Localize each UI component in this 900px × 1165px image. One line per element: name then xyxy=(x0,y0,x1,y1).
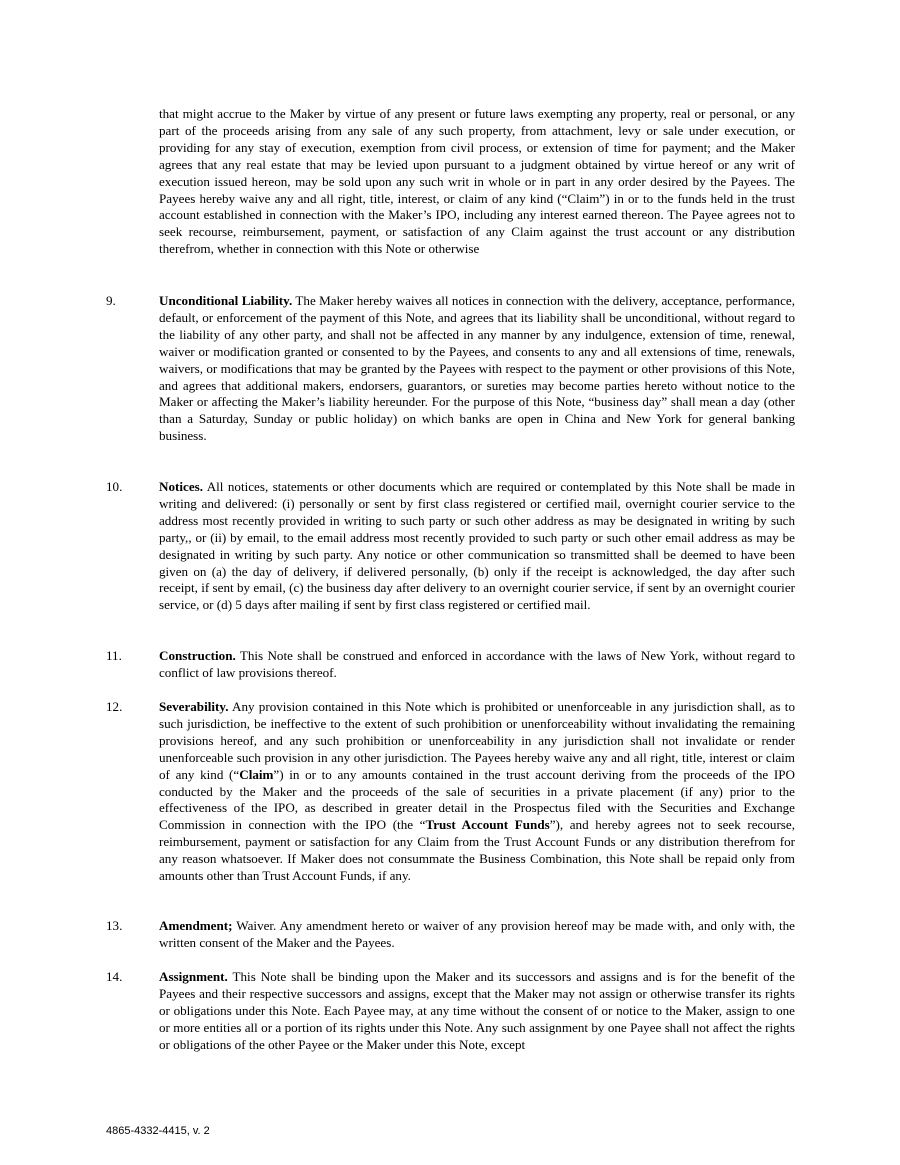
section-11-heading: Construction. xyxy=(159,648,236,663)
section-12-body-a: Any provision contained in this Note which is prohibited or unenforceable in any jurisdiction shall, as to such jurisdiction, be ineffective to the extent of such prohibition or unenforceability without invalidating the remaining provisions hereof, and any such prohibition or unenforceability in any jurisdiction shall not invalidate or render unenforceable such provision in any other jurisdiction. The Payees hereby waive any and all right, title, interest or claim of any kind (“ xyxy=(159,699,795,782)
section-11-body: This Note shall be construed and enforced in accordance with the laws of New York, without regard to conflict of law provisions thereof. xyxy=(159,648,795,680)
section-14-paragraph xyxy=(159,969,795,1054)
section-14-number: 14. xyxy=(106,969,123,984)
section-12-term-trust-account-funds: Trust Account Funds xyxy=(425,817,550,833)
section-12-number: 12. xyxy=(106,699,123,714)
section-9-number: 9. xyxy=(106,293,116,308)
section-10-body: All notices, statements or other documents which are required or contemplated by this Note shall be made in writing and delivered: (i) personally or sent by first class registered or certified mail, overnight courier service to the address most recently provided in writing to such party or such other address as may be designated in writing by such party,, or (ii) by email, to the email address most recently provided to such party or such other email address as may be designated in writing by such party. Any notice or other communication so transmitted shall be deemed to have been given on (a) the day of delivery, if delivered personally, (b) only if the receipt is acknowledged, the day after such receipt, if sent by email, (c) the business day after delivery to an overnight courier service, if sent by an overnight courier service, or (d) 5 days after mailing if sent by first class registered or certified mail. xyxy=(159,479,795,613)
section-11-paragraph xyxy=(159,648,795,682)
section-10-number: 10. xyxy=(106,479,123,494)
section-10-paragraph xyxy=(159,479,795,614)
section-12-term-claim: Claim xyxy=(239,766,274,782)
section-12-heading: Severability. xyxy=(159,699,229,714)
section-13-body: Waiver. Any amendment hereto or waiver of any provision hereof may be made with, and only with, the written consent of the Maker and the Payees. xyxy=(159,918,795,950)
section-9-body: The Maker hereby waives all notices in connection with the delivery, acceptance, performance, default, or enforcement of the payment of this Note, and agrees that its liability shall be unconditional, without regard to the liability of any other party, and shall not be affected in any manner by any indulgence, extension of time, renewal, waiver or modification granted or consented to by the Payees, and consents to any and all extensions of time, renewals, waivers, or modifications that may be granted by the Payees with respect to the payment or other provisions of this Note, and agrees that additional makers, endorsers, guarantors, or sureties may become parties hereto without notice to the Maker or affecting the Maker’s liability hereunder. For the purpose of this Note, “business day” shall mean a day (other than a Saturday, Sunday or public holiday) on which banks are open in China and New York for general banking business. xyxy=(159,293,795,444)
section-13-paragraph xyxy=(159,918,795,952)
section-10-heading: Notices. xyxy=(159,479,203,494)
section-12-body-c: ”), and hereby agrees not to seek recourse, reimbursement, payment or satisfaction for any Claim from the Trust Account Funds or any distribution therefrom for any reason whatsoever. If Maker does not consummate the Business Combination, this Note shall be repaid only from amounts other than Trust Account Funds, if any. xyxy=(159,817,795,884)
continuation-paragraph: that might accrue to the Maker by virtue of any present or future laws exempting any property, real or personal, or any part of the proceeds arising from any sale of any such property, from attachment, levy or sale under execution, or providing for any stay of execution, exemption from civil process, or extension of time for payment; and the Maker agrees that any real estate that may be levied upon pursuant to a judgment obtained by virtue hereof or any writ of execution issued hereon, may be sold upon any such writ in whole or in part in any order desired by the Payees. The Payees hereby waive any and all right, title, interest, or claim of any kind (“Claim”) in or to the funds held in the trust account established in connection with the Maker’s IPO, including any interest earned thereon. The Payee agrees not to seek recourse, reimbursement, payment, or satisfaction of any Claim against the trust account or any distribution therefrom, whether in connection with this Note or otherwise xyxy=(159,106,795,257)
section-13-heading: Amendment; xyxy=(159,918,233,933)
section-11-number: 11. xyxy=(106,648,122,663)
document-id-footer: 4865-4332-4415, v. 2 xyxy=(106,1125,210,1137)
section-13-number: 13. xyxy=(106,918,123,933)
section-12-paragraph xyxy=(159,699,795,885)
section-9-heading: Unconditional Liability. xyxy=(159,293,293,308)
section-14-body: This Note shall be binding upon the Maker and its successors and assigns and is for the benefit of the Payees and their respective successors and assigns, except that the Maker may not assign or otherwise transfer its rights or obligations under this Note. Each Payee may, at any time without the consent of or notice to the Maker, assign to one or more entities all or a portion of its rights under this Note. Any such assignment by one Payee shall not affect the rights or obligations of the other Payee or the Maker under this Note, except xyxy=(159,969,795,1052)
section-14-heading: Assignment. xyxy=(159,969,228,984)
section-12-body-b: ”) in or to any amounts contained in the trust account deriving from the proceeds of the IPO conducted by the Maker and the proceeds of the sale of securities in a private placement (if any) prior to the effectiveness of the IPO, as described in greater detail in the Prospectus filed with the Securities and Exchange Commission in connection with the IPO (the “ xyxy=(159,766,795,833)
section-9-paragraph xyxy=(159,293,795,445)
